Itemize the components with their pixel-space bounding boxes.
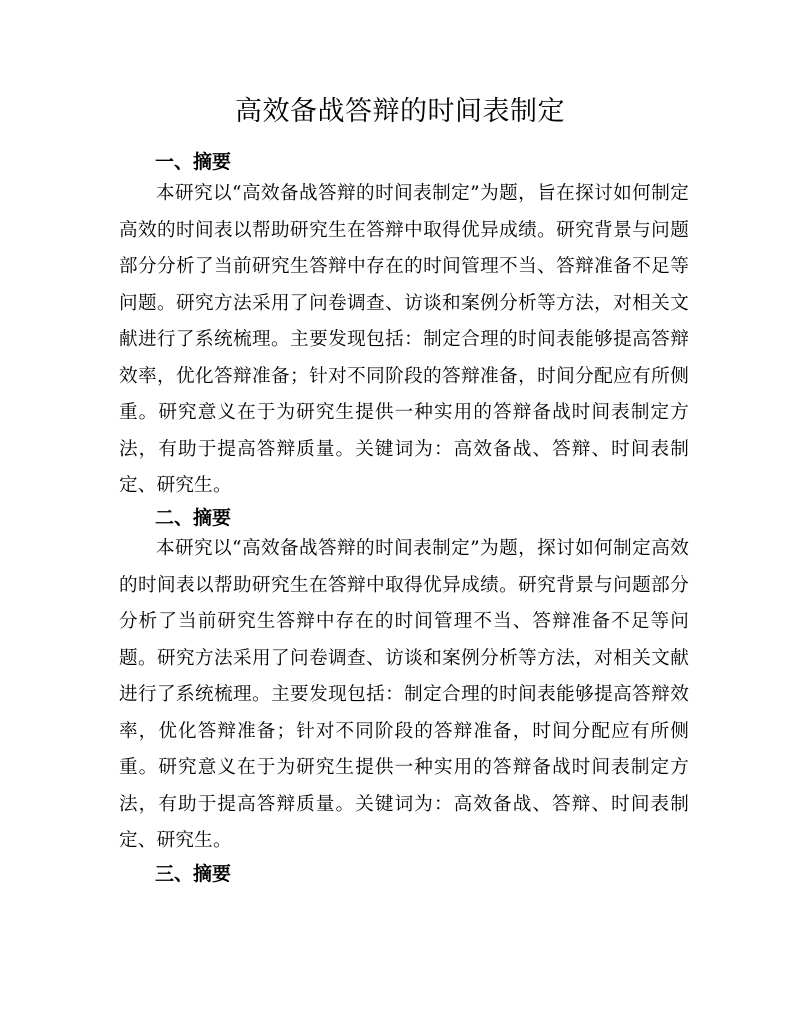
section-paragraph-2: 本研究以“高效备战答辩的时间表制定”为题，探讨如何制定高效的时间表以帮助研究生在答辩中取得优异成绩。研究背景与问题部分分析了当前研究生答辩中存在的时间管理不当、答辩准备不足等问题。研究方法采用了问卷调查、访谈和案例分析等方法，对相关文献进行了系统梳理。主要发现包括：制定合理的时间表能够提高答辩效率，优化答辩准备；针对不同阶段的答辩准备，时间分配应有所侧重。研究意义在于为研究生提供一种实用的答辩备战时间表制定方法，有助于提高答辩质量。关键词为：高效备战、答辩、时间表制定、研究生。 <box>119 538 689 851</box>
section-heading-1: 一、摘要 <box>155 151 232 173</box>
section-heading-3: 三、摘要 <box>155 863 232 885</box>
section-paragraph-1: 本研究以“高效备战答辩的时间表制定”为题，旨在探讨如何制定高效的时间表以帮助研究生在答辩中取得优异成绩。研究背景与问题部分分析了当前研究生答辩中存在的时间管理不当、答辩准备不足等问题。研究方法采用了问卷调查、访谈和案例分析等方法，对相关文献进行了系统梳理。主要发现包括：制定合理的时间表能够提高答辩效率，优化答辩准备；针对不同阶段的答辩准备，时间分配应有所侧重。研究意义在于为研究生提供一种实用的答辩备战时间表制定方法，有助于提高答辩质量。关键词为：高效备战、答辩、时间表制定、研究生。 <box>119 183 689 496</box>
document-title: 高效备战答辩的时间表制定 <box>235 96 565 127</box>
section-heading-2: 二、摘要 <box>155 507 232 529</box>
